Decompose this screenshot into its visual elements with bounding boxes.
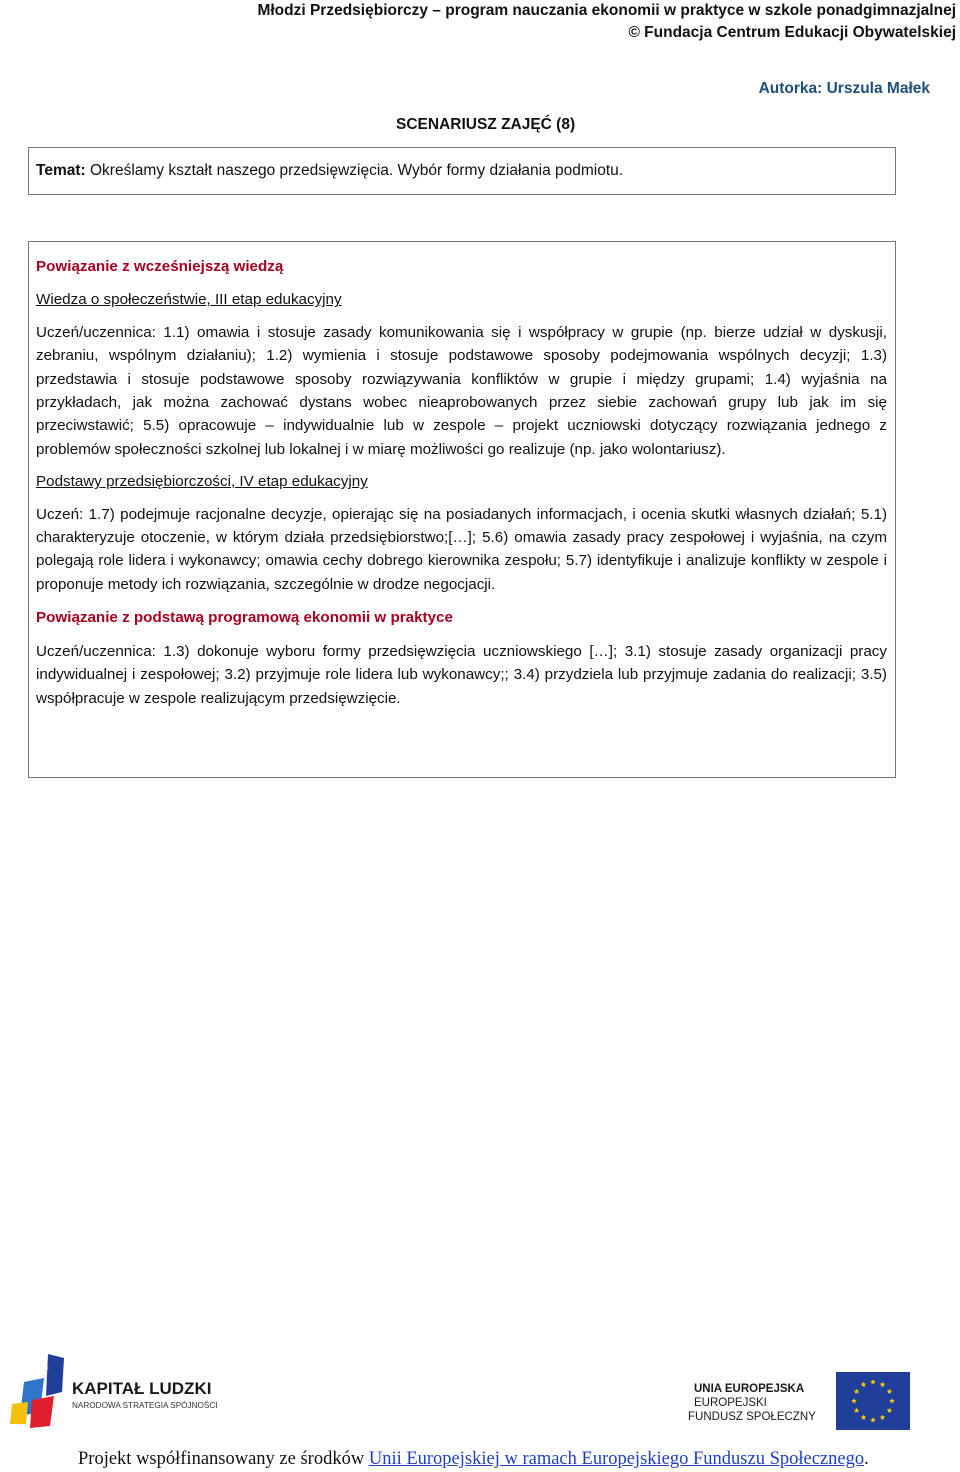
paragraph-curriculum: Uczeń/uczennica: 1.3) dokonuje wyboru formy przedsięwzięcia uczniowskiego […]; 3.1) stosuje zasady organizacji pracy indywidualnej i zespołowej; 3.2) przyjmuje role lidera lub wykonawcy;; 3.4) przydziela lub przyjmuje zadania do realizacji; 3.5) współpracuje w zespole realizującym przedsięwzięcie. (36, 642, 887, 707)
footer-suffix: . (864, 1449, 869, 1469)
section-heading-prior-knowledge: Powiązanie z wcześniejszą wiedzą (36, 258, 284, 275)
kapital-ludzki-subtitle: NARODOWA STRATEGIA SPÓJNOŚCI (72, 1401, 218, 1410)
footer-cofinancing (78, 1449, 869, 1470)
section-heading-curriculum: Powiązanie z podstawą programową ekonomii w praktyce (36, 609, 453, 627)
eu-efs-logo (686, 1370, 916, 1432)
paragraph-wos: Uczeń/uczennica: 1.1) omawia i stosuje zasady komunikowania się i współpracy w grupie (np. bierze udział w dyskusji, zebraniu, wspólnym działaniu); 1.2) wymienia i stosuje podstawowe sposoby podejmowania wspólnych decyzji; 1.3) przedstawia i stosuje podstawowe sposoby rozwiązywania konfliktów w grupie i między grupami; 1.4) wyjaśnia na przykładach, jak można zachować dystans wobec nieaprobowanych przez siebie zachowań grupy lub jak im się przeciwstawić; 5.5) opracowuje – indywidualnie lub w zespole – projekt uczniowski dotyczący rozwiązania jednego z problemów społeczności szkolnej lub lokalnej i w miarę możliwości go realizuje (np. jako wolontariusz). (36, 323, 887, 458)
topic-box (28, 147, 896, 195)
curriculum-box (28, 241, 896, 778)
eu-logo-line3: FUNDUSZ SPOŁECZNY (688, 1411, 816, 1423)
subheading-pp: Podstawy przedsiębiorczości, IV etap edukacyjny (36, 473, 368, 491)
paragraph-pp: Uczeń: 1.7) podejmuje racjonalne decyzje, opierając się na posiadanych informacjach, i ocenia skutki własnych działań; 5.1) charakteryzuje otoczenie, w którym działa przedsiębiorstwo;[…]; 5.6) omawia zasady pracy zespołowej i wyjaśnia, na czym polegają role lidera i wykonawcy; omawia cechy dobrego kierownika zespołu; 5.7) identyfikuje i analizuje konflikty w zespole i proponuje metody ich rozwiązania, szczególnie w drodze negocjacji. (36, 505, 887, 593)
footer-prefix: Projekt współfinansowany ze środków (78, 1449, 369, 1469)
kapital-ludzki-emblem-icon (10, 1354, 64, 1428)
eu-logo-line1: UNIA EUROPEJSKA (694, 1383, 805, 1395)
eu-flag-icon (836, 1372, 910, 1430)
topic-text: Określamy kształt naszego przedsięwzięcia. Wybór formy działania podmiotu. (85, 162, 624, 179)
footer-link[interactable]: Unii Europejskiej w ramach Europejskiego Funduszu Społecznego (368, 1449, 865, 1469)
header-copyright: © Fundacja Centrum Edukacji Obywatelskiej (628, 24, 956, 41)
author-name: Autorka: Urszula Małek (758, 80, 930, 97)
kapital-ludzki-title: KAPITAŁ LUDZKI (72, 1379, 212, 1398)
scenario-title: SCENARIUSZ ZAJĘĆ (8) (396, 116, 576, 133)
subheading-wos: Wiedza o społeczeństwie, III etap edukacyjny (36, 291, 342, 309)
eu-logo-line2: EUROPEJSKI (694, 1397, 767, 1409)
topic-label: Temat: (36, 162, 86, 179)
kapital-ludzki-logo (10, 1352, 250, 1430)
header-program-title: Młodzi Przedsiębiorczy – program nauczania ekonomii w praktyce w szkole ponadgimnazjalnej (257, 2, 956, 19)
